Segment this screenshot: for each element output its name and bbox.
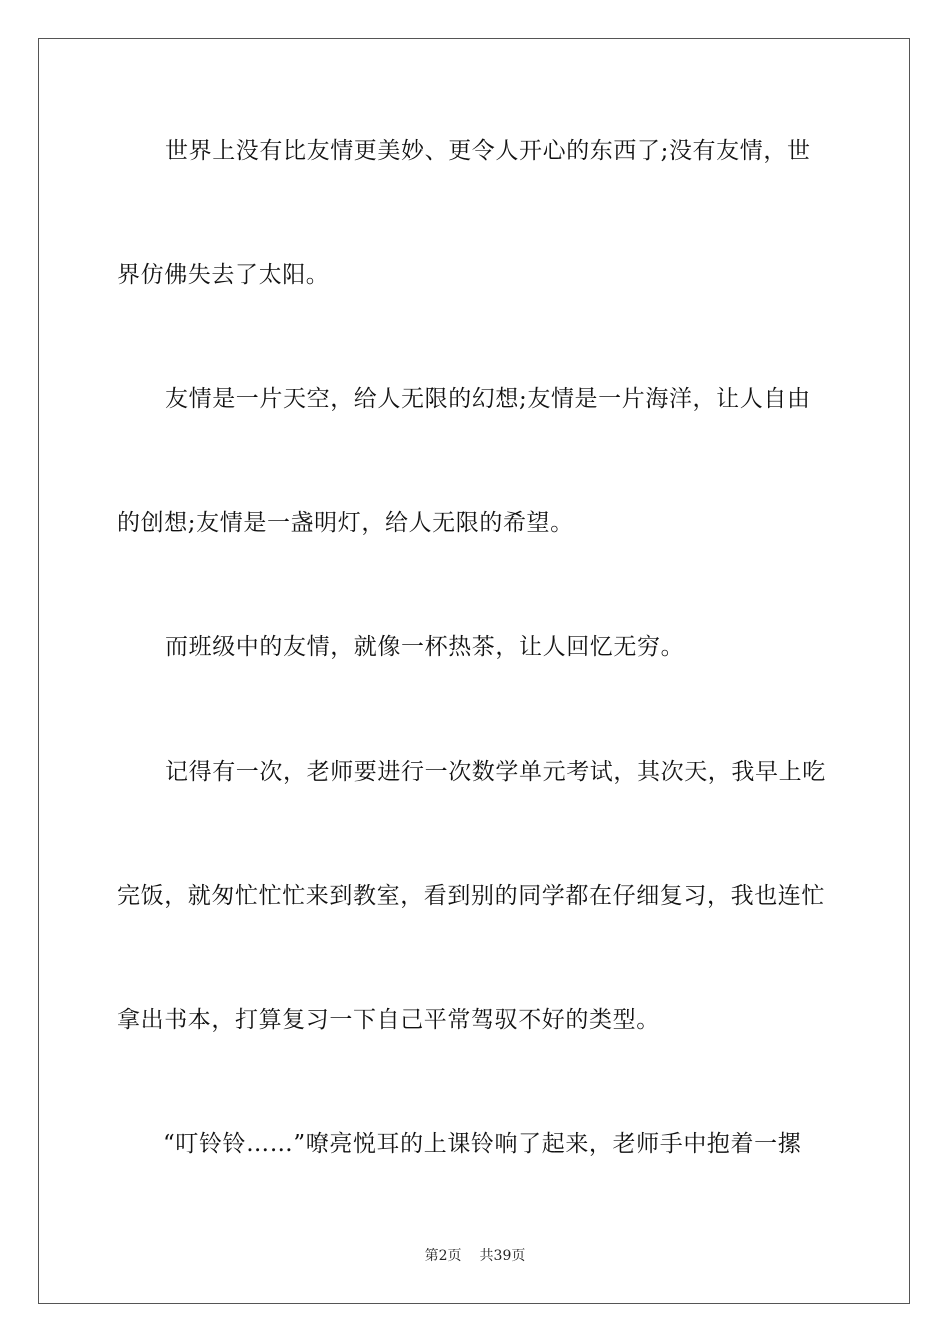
page-footer — [0, 1246, 950, 1266]
paragraph-line: 界仿佛失去了太阳。 — [117, 262, 330, 288]
paragraph-line: 拿出书本，打算复习一下自己平常驾驭不好的类型。 — [117, 1007, 660, 1033]
paragraph-line: 友情是一片天空，给人无限的幻想;友情是一片海洋，让人自由 — [165, 386, 811, 412]
page-total: 共39页 — [479, 1248, 526, 1264]
paragraph-line: 世界上没有比友情更美妙、更令人开心的东西了;没有友情，世 — [165, 138, 811, 164]
paragraph-line: 记得有一次，老师要进行一次数学单元考试，其次天，我早上吃 — [165, 759, 826, 785]
paragraph-line: 完饭，就匆忙忙忙来到教室，看到别的同学都在仔细复习，我也连忙 — [117, 883, 825, 909]
page-number: 第2页 — [424, 1248, 462, 1264]
page-border — [38, 38, 910, 1304]
paragraph-line: 的创想;友情是一盏明灯，给人无限的希望。 — [117, 510, 574, 536]
paragraph-line: “叮铃铃……”嘹亮悦耳的上课铃响了起来，老师手中抱着一摞 — [163, 1131, 802, 1157]
paragraph-line: 而班级中的友情，就像一杯热茶，让人回忆无穷。 — [165, 634, 685, 660]
